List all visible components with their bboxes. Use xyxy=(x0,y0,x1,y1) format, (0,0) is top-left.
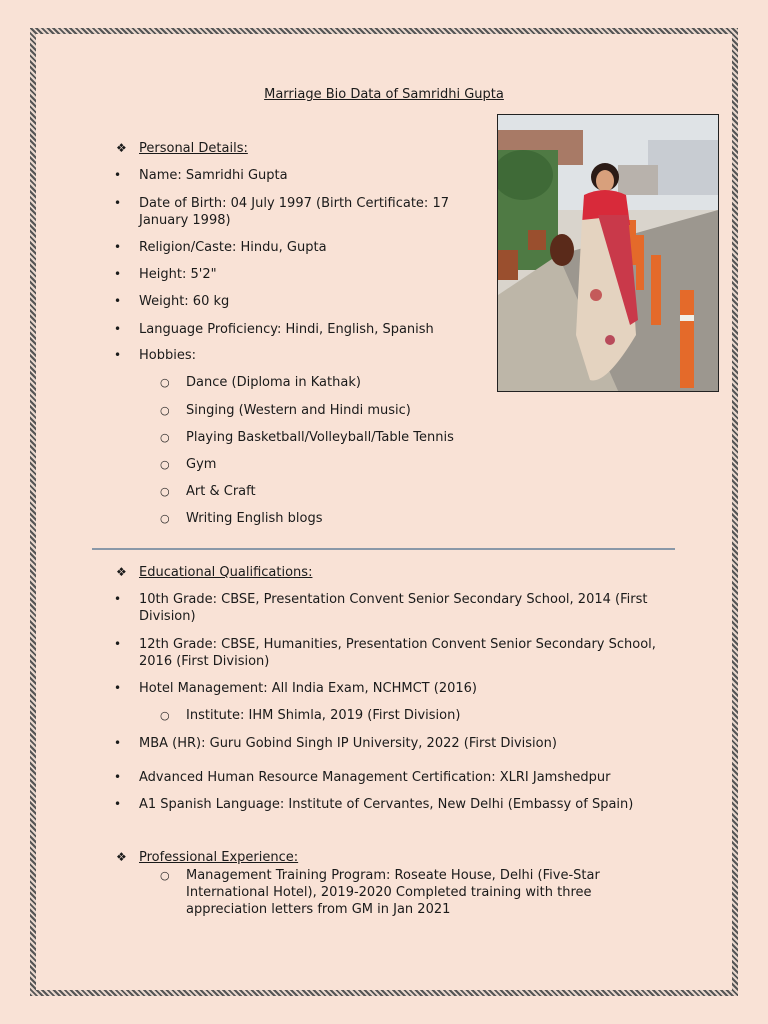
tenth-grade-text: 10th Grade: CBSE, Presentation Convent Senior Secondary School, 2014 (First Division) xyxy=(139,592,648,624)
hobby-item: ○ Playing Basketball/Volleyball/Table Tennis xyxy=(160,430,454,445)
bullet-icon: • xyxy=(114,770,122,784)
bullet-icon: • xyxy=(114,348,122,362)
list-item xyxy=(114,167,288,184)
diamond-bullet-icon: ❖ xyxy=(116,141,127,155)
education-heading xyxy=(116,565,312,580)
bullet-icon: • xyxy=(114,168,122,182)
list-item xyxy=(114,347,196,364)
list-item xyxy=(160,867,600,918)
hobby-item: ○ Writing English blogs xyxy=(160,511,323,526)
bullet-icon: • xyxy=(114,637,122,651)
hobby-item: ○ Singing (Western and Hindi music) xyxy=(160,403,411,418)
education-label: Educational Qualifications: xyxy=(139,565,313,580)
hobbies-label: Hobbies: xyxy=(139,348,196,363)
height-text: Height: 5'2" xyxy=(139,267,217,282)
bullet-icon: • xyxy=(114,322,122,336)
list-item xyxy=(114,796,633,813)
circle-bullet-icon: ○ xyxy=(160,376,170,389)
list-item xyxy=(160,707,460,724)
document-title: Marriage Bio Data of Samridhi Gupta xyxy=(264,87,504,102)
list-item xyxy=(114,680,477,697)
bullet-icon: • xyxy=(114,681,122,695)
profile-photo xyxy=(497,114,719,392)
mba-text: MBA (HR): Guru Gobind Singh IP University, 2022 (First Division) xyxy=(139,736,557,751)
circle-bullet-icon: ○ xyxy=(160,458,170,471)
institute-text: Institute: IHM Shimla, 2019 (First Division) xyxy=(186,708,461,723)
bullet-icon: • xyxy=(114,294,122,308)
list-item xyxy=(114,591,647,625)
circle-bullet-icon: ○ xyxy=(160,512,170,525)
section-divider xyxy=(92,548,675,550)
hobby-item: ○ Art & Craft xyxy=(160,484,256,499)
twelfth-grade-text: 12th Grade: CBSE, Humanities, Presentation Convent Senior Secondary School, 2016 (First Division) xyxy=(139,637,656,669)
circle-bullet-icon: ○ xyxy=(160,709,170,722)
weight-text: Weight: 60 kg xyxy=(139,294,230,309)
hobby-item: ○ Dance (Diploma in Kathak) xyxy=(160,375,361,390)
experience-text: Management Training Program: Roseate House, Delhi (Five-Star International Hotel), 2019-2020 Completed training with three appreciation letters from GM in Jan 2021 xyxy=(186,868,600,917)
personal-details-label: Personal Details: xyxy=(139,141,248,156)
list-item xyxy=(114,636,656,670)
bullet-icon: • xyxy=(114,196,122,210)
personal-details-heading xyxy=(116,141,248,156)
circle-bullet-icon: ○ xyxy=(160,485,170,498)
experience-label: Professional Experience: xyxy=(139,850,299,865)
diamond-bullet-icon: ❖ xyxy=(116,565,127,579)
list-item xyxy=(114,321,434,338)
list-item xyxy=(114,195,449,229)
bullet-icon: • xyxy=(114,240,122,254)
list-item xyxy=(114,769,610,786)
hobby-item: ○ Gym xyxy=(160,457,217,472)
list-item xyxy=(114,239,327,256)
circle-bullet-icon: ○ xyxy=(160,869,170,882)
religion-text: Religion/Caste: Hindu, Gupta xyxy=(139,240,327,255)
dob-text: Date of Birth: 04 July 1997 (Birth Certificate: 17 January 1998) xyxy=(139,196,449,228)
hotel-management-text: Hotel Management: All India Exam, NCHMCT (2016) xyxy=(139,681,477,696)
bullet-icon: • xyxy=(114,592,122,606)
spanish-text: A1 Spanish Language: Institute of Cervantes, New Delhi (Embassy of Spain) xyxy=(139,797,634,812)
bullet-icon: • xyxy=(114,797,122,811)
name-text: Name: Samridhi Gupta xyxy=(139,168,288,183)
language-text: Language Proficiency: Hindi, English, Spanish xyxy=(139,322,434,337)
list-item xyxy=(114,293,229,310)
list-item xyxy=(114,735,557,752)
diamond-bullet-icon: ❖ xyxy=(116,850,127,864)
circle-bullet-icon: ○ xyxy=(160,404,170,417)
list-item xyxy=(114,266,217,283)
bullet-icon: • xyxy=(114,736,122,750)
circle-bullet-icon: ○ xyxy=(160,431,170,444)
bullet-icon: • xyxy=(114,267,122,281)
hr-certification-text: Advanced Human Resource Management Certification: XLRI Jamshedpur xyxy=(139,770,611,785)
experience-heading xyxy=(116,850,298,865)
